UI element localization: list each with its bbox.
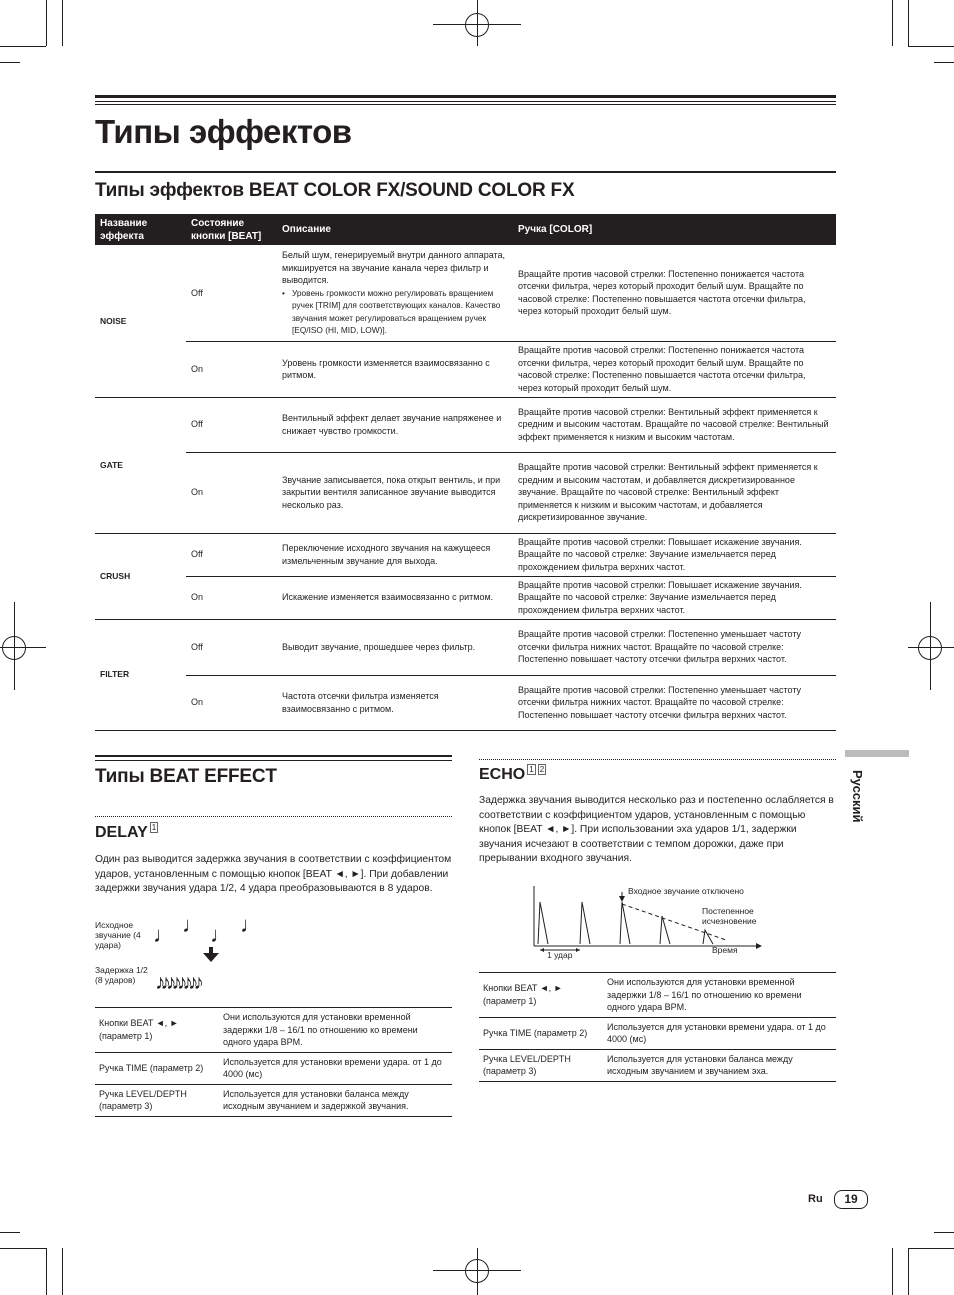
param-desc: Они используются для установки временной задержки 1/8 – 16/1 по отношению ко времени одного удара BPM. [219,1008,452,1053]
echo-param-table [479,972,836,1082]
color-knob-cell: Вращайте против часовой стрелки: Постепенно понижается частота отсечки фильтра, через который проходит белый шум. Вращайте по часовой стрелке: Постепенно повышается частота отсечки фильтра, через который проходит белый шум. [513,341,836,397]
footer-lang: Ru [808,1193,823,1205]
delay-description: Один раз выводится задержка звучания в соответствии с коэффициентом ударов, установленным с помощью кнопок [BEAT ◄, ►]. При добавлении задержки звучания удара 1/2, 4 удара преобразовываются в 8 ударов. [95,854,452,894]
color-knob-cell: Вращайте против часовой стрелки: Постепенно уменьшает частоту отсечки фильтра нижних частот. Вращайте по часовой стрелке: Постепенно повышает частоту отсечки фильтра верхних частот. [513,619,836,675]
description-bullet: • Уровень громкости можно регулировать вращением ручек [TRIM] для соответствующих каналов. Качество звучания может регулироваться вращением ручек [EQ/ISO (HI, MID, LOW)]. [282,287,508,337]
state-cell: On [186,576,277,619]
param-name: Ручка TIME (параметр 2) [95,1052,219,1084]
param-desc: Используется для установки баланса между исходным звучанием и задержкой звучания. [219,1084,452,1116]
section-title-beat-effect: Типы BEAT EFFECT [95,766,277,787]
section-title-color-fx: Типы эффектов BEAT COLOR FX/SOUND COLOR FX [95,180,575,201]
state-cell: Off [186,397,277,452]
param-name: Ручка TIME (параметр 2) [479,1017,603,1049]
echo-badge-2: 2 [539,765,545,774]
echo-diagram-input-off: Входное звучание отключено [628,886,744,896]
color-knob-cell: Вращайте против часовой стрелки: Вентильный эффект применяется к средним и высоким частотам. Вращайте по часовой стрелке: Вентильный эффект применяется к низким и высоким частотам. [513,397,836,452]
arrow-down-icon [203,953,219,962]
echo-diagram-beat: 1 удар [547,950,573,960]
description-cell: Выводит звучание, прошедшее через фильтр. [277,619,513,675]
param-desc: Они используются для установки временной задержки 1/8 – 16/1 по отношению ко времени одного удара BPM. [603,973,836,1018]
language-tab-label: Русский [850,770,865,823]
effect-name-filter: FILTER [95,619,186,730]
note-icon: ♩ [153,922,175,947]
state-cell: On [186,452,277,533]
effect-name-crush: CRUSH [95,533,186,619]
param-name: Кнопки BEAT ◄, ► (параметр 1) [95,1008,219,1053]
header-effect-name: Название эффекта [95,214,186,245]
eighth-notes-icon: ♪♪♪♪♪♪♪♪ [155,971,199,994]
note-icon: ♩ [240,912,262,937]
delay-diagram-label-source: Исходное звучание (4 удара) [95,920,141,950]
description-cell: Уровень громкости изменяется взаимосвязанно с ритмом. [277,341,513,397]
color-knob-cell: Вращайте против часовой стрелки: Вентильный эффект применяется к средним и высоким частотам, и добавляется дискретизированное звучание. Вращайте по часовой стрелке: Вентильный эффект применяется к низким и высоким частотам, и добавляется дискретизированное звучание. [513,452,836,533]
description-cell: Вентильный эффект делает звучание напряженее и снижает чувство громкости. [277,397,513,452]
param-name: Ручка LEVEL/DEPTH (параметр 3) [479,1049,603,1081]
effect-name-noise: NOISE [95,245,186,397]
color-knob-cell: Вращайте против часовой стрелки: Постепенно понижается частота отсечки фильтра, через который проходит белый шум. Вращайте по часовой стрелке: Постепенно повышается частота отсечки фильтра, через который проходит белый шум. [513,245,836,341]
state-cell: Off [186,533,277,576]
fx-table [95,214,836,731]
description-cell [277,245,513,341]
header-description: Описание [277,214,513,245]
description-cell: Частота отсечки фильтра изменяется взаимосвязанно с ритмом. [277,675,513,730]
header-color-knob: Ручка [COLOR] [513,214,836,245]
delay-title: DELAY $^1$ [95,823,157,841]
state-cell: On [186,341,277,397]
delay-badge: 1 [151,823,157,832]
note-icon: ♩ [182,912,204,937]
echo-title: ECHO $^1$ $^2$ [479,765,545,783]
param-desc: Используется для установки баланса между исходным звучанием и звучанием эха. [603,1049,836,1081]
delay-diagram-label-delay: Задержка 1/2 (8 ударов) [95,965,148,985]
description-cell: Искажение изменяется взаимосвязанно с ритмом. [277,576,513,619]
echo-diagram-time: Время [712,945,738,955]
note-icon: ♩ [210,922,232,947]
color-knob-cell: Вращайте против часовой стрелки: Постепенно уменьшает частоту отсечки фильтра нижних частот. Вращайте по часовой стрелке: Постепенно повышает частоту отсечки фильтра верхних частот. [513,675,836,730]
description-text: Белый шум, генерируемый внутри данного аппарата, микшируется на звучание канала через фильтр и выводится. [282,250,506,285]
param-name: Ручка LEVEL/DEPTH (параметр 3) [95,1084,219,1116]
color-knob-cell: Вращайте против часовой стрелки: Повышает искажение звучания. Вращайте по часовой стрелке: Звучание измельчается перед прохождением фильтра верхних частот. [513,576,836,619]
header-beat-state: Состояние кнопки [BEAT] [186,214,277,245]
effect-name-gate: GATE [95,397,186,533]
color-knob-cell: Вращайте против часовой стрелки: Повышает искажение звучания. Вращайте по часовой стрелке: Звучание измельчается перед прохождением фильтра верхних частот. [513,533,836,576]
state-cell: Off [186,245,277,341]
page-title: Типы эффектов [95,113,352,150]
page-number: 19 [834,1190,868,1209]
param-desc: Используется для установки времени удара. от 1 до 4000 (мс) [219,1052,452,1084]
echo-diagram-fade: Постепенное исчезновение [702,906,757,926]
param-desc: Используется для установки времени удара. от 1 до 4000 (мс) [603,1017,836,1049]
state-cell: On [186,675,277,730]
description-cell: Переключение исходного звучания на кажущееся измельченным звучание для выхода. [277,533,513,576]
language-tab-bar [845,750,909,757]
param-name: Кнопки BEAT ◄, ► (параметр 1) [479,973,603,1018]
description-cell: Звучание записывается, пока открыт вентиль, и при закрытии вентиля записанное звучание выводится несколько раз. [277,452,513,533]
echo-badge-1: 1 [529,765,534,774]
echo-description: Задержка звучания выводится несколько раз и постепенно ослабляется в соответствии с коэффициентом ударов, установленным с помощью кнопок [BEAT ◄, ►]. При использовании эха ударов 1/1, задержки звучания исчезают в соответствии с темпом дорожки, даже при прерывании входного звучания. [479,795,834,864]
delay-param-table [95,1007,452,1117]
state-cell: Off [186,619,277,675]
